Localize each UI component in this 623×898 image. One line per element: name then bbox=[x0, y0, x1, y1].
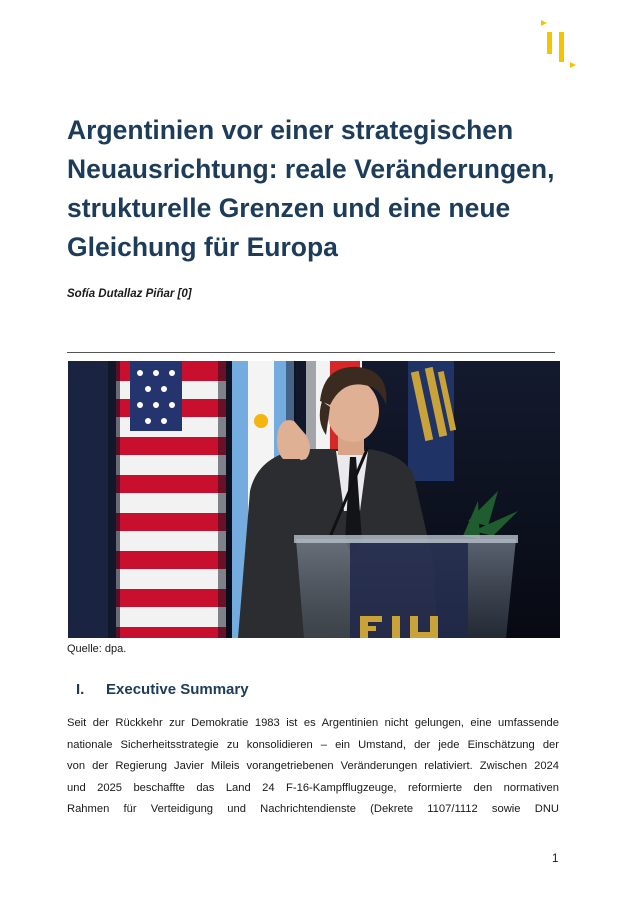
body-line: Seit der Rückkehr zur Demokratie 1983 ist es Argentinien nicht gelungen, eine umfassende bbox=[67, 717, 559, 729]
body-paragraph bbox=[67, 713, 559, 821]
speaker-at-podium-photo bbox=[68, 361, 560, 638]
page-number: 1 bbox=[552, 853, 559, 865]
body-line: Rahmen für Verteidigung und Nachrichtendienste (Dekrete 1107/1112 sowie DNU bbox=[67, 803, 559, 815]
divider bbox=[67, 352, 555, 353]
section-heading bbox=[76, 681, 249, 698]
image-caption: Quelle: dpa. bbox=[67, 643, 127, 655]
body-line: und 2025 beschaffte das Land 24 F-16-Kampfflugzeuge, reformierte den normativen bbox=[67, 781, 559, 794]
title-line: strukturelle Grenzen und eine neue bbox=[67, 193, 511, 223]
body-line: nationale Sicherheitsstrategie zu konsolidieren – ein Umstand, der jede Einschätzung der bbox=[67, 738, 559, 751]
title-line: Neuausrichtung: reale Veränderungen, bbox=[67, 154, 555, 184]
author-byline: Sofía Dutallaz Piñar [0] bbox=[67, 288, 192, 300]
section-title: Executive Summary bbox=[106, 681, 249, 698]
page-title bbox=[67, 111, 567, 267]
title-line: Gleichung für Europa bbox=[67, 232, 338, 262]
title-line: Argentinien vor einer strategischen bbox=[67, 115, 514, 145]
body-line: von der Regierung Javier Mileis vorangetriebenen Veränderungen relativiert. Zwischen 2024 bbox=[67, 760, 559, 772]
section-number: I. bbox=[76, 681, 85, 698]
brand-bars-logo bbox=[538, 20, 580, 70]
